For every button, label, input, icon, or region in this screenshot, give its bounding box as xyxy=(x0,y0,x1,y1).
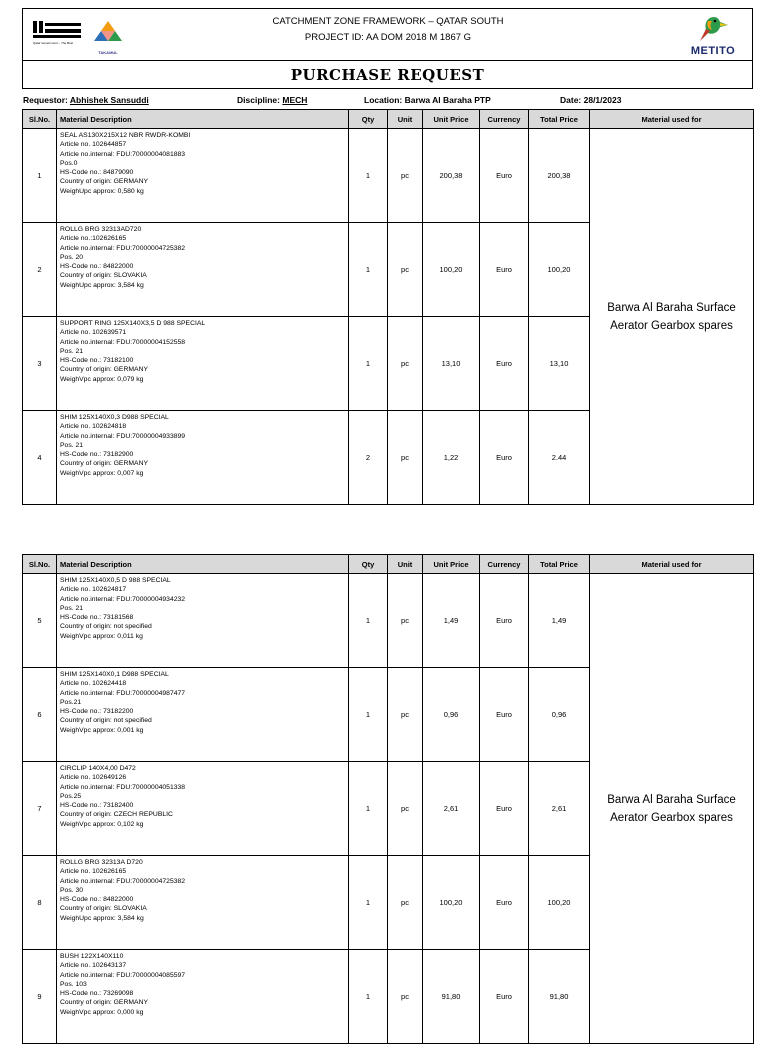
material-used-for-text: Barwa Al Baraha Surface Aerator Gearbox spares xyxy=(607,793,736,824)
description-line: Pos. 30 xyxy=(60,886,84,894)
col-total-price: Total Price xyxy=(529,555,590,574)
description-line: SHIM 125X140X0,3 D988 SPECIAL xyxy=(60,414,169,421)
sl-no-cell: 8 xyxy=(23,856,57,950)
description-line: Article no. 102624817 xyxy=(60,586,127,594)
description-line: Article no.internal: FDU:70000004933899 xyxy=(60,432,186,440)
currency-cell: Euro xyxy=(480,668,529,762)
currency-cell: Euro xyxy=(480,574,529,668)
col-qty: Qty xyxy=(349,555,388,574)
description-line: Country of origin: not specified xyxy=(60,717,152,725)
ashghal-logo xyxy=(33,19,85,55)
description-line: Article no.internal: FDU:70000004725382 xyxy=(60,877,186,885)
qty-cell: 1 xyxy=(349,574,388,668)
description-line: WeighUpc approx: 3,584 kg xyxy=(60,914,144,922)
unit-price-cell: 100,20 xyxy=(423,223,480,317)
description-line: Country of origin: GERMANY xyxy=(60,366,149,374)
total-price-cell: 0,96 xyxy=(529,668,590,762)
document-title: PURCHASE REQUEST xyxy=(290,66,485,84)
description-cell xyxy=(57,574,349,668)
col-sl-no: Sl.No. xyxy=(23,555,57,574)
description-line: Country of origin: GERMANY xyxy=(60,999,149,1007)
material-used-for-cell xyxy=(590,574,754,1044)
description-line: HS-Code no.: 73182900 xyxy=(60,451,134,459)
unit-price-cell: 1,49 xyxy=(423,574,480,668)
description-line: Country of origin: GERMANY xyxy=(60,460,149,468)
description-line: Pos. 21 xyxy=(60,441,84,449)
description-line: HS-Code no.: 73182400 xyxy=(60,802,134,810)
project-id: PROJECT ID: AA DOM 2018 M 1867 G xyxy=(304,32,472,43)
takamul-mark-icon xyxy=(91,19,125,47)
takamul-logo xyxy=(91,19,125,55)
header-center xyxy=(203,14,573,46)
description-line: HS-Code no.: 73181568 xyxy=(60,614,134,622)
description-line: Article no.internal: FDU:70000004725382 xyxy=(60,244,186,252)
col-material-description: Material Description xyxy=(57,110,349,129)
description-line: HS-Code no.: 73182100 xyxy=(60,357,134,365)
description-line: Pos. 103 xyxy=(60,980,87,988)
unit-cell: pc xyxy=(388,856,423,950)
description-line: Pos.25 xyxy=(60,792,82,800)
currency-cell: Euro xyxy=(480,762,529,856)
description-line: Article no. 102626165 xyxy=(60,868,127,876)
description-cell xyxy=(57,762,349,856)
description-line: HS-Code no.: 73269098 xyxy=(60,990,134,998)
sl-no-cell: 7 xyxy=(23,762,57,856)
unit-price-cell: 13,10 xyxy=(423,317,480,411)
total-price-cell: 100,20 xyxy=(529,223,590,317)
description-line: Country of origin: not specified xyxy=(60,623,152,631)
table-header-row xyxy=(23,555,754,574)
bird-icon xyxy=(684,13,742,45)
material-used-for-cell xyxy=(590,129,754,505)
description-line: Country of origin: SLOVAKIA xyxy=(60,905,147,913)
description-line: Article no.internal: FDU:70000004987477 xyxy=(60,689,186,697)
col-material-description: Material Description xyxy=(57,555,349,574)
description-line: Article no. 102624418 xyxy=(60,680,127,688)
col-material-used-for: Material used for xyxy=(590,555,754,574)
description-line: Article no.internal: FDU:70000004934232 xyxy=(60,595,186,603)
col-qty: Qty xyxy=(349,110,388,129)
qty-cell: 1 xyxy=(349,856,388,950)
description-line: Pos. 20 xyxy=(60,253,84,261)
requestor-label: Requestor: xyxy=(23,95,68,105)
description-line: SHIM 125X140X0,1 D988 SPECIAL xyxy=(60,671,169,678)
description-line: Article no. 102639571 xyxy=(60,329,127,337)
col-sl-no: Sl.No. xyxy=(23,110,57,129)
description-line: Article no.:102626165 xyxy=(60,235,127,243)
description-line: Country of origin: SLOVAKIA xyxy=(60,272,147,280)
qty-cell: 1 xyxy=(349,762,388,856)
description-line: Country of origin: GERMANY xyxy=(60,178,149,186)
page-header xyxy=(22,8,753,60)
unit-price-cell: 200,38 xyxy=(423,129,480,223)
sl-no-cell: 5 xyxy=(23,574,57,668)
description-line: Article no. 102624818 xyxy=(60,423,127,431)
metito-logo xyxy=(684,13,742,59)
col-unit-price: Unit Price xyxy=(423,110,480,129)
sl-no-cell: 2 xyxy=(23,223,57,317)
total-price-cell: 13,10 xyxy=(529,317,590,411)
currency-cell: Euro xyxy=(480,223,529,317)
description-line: WeighVpc approx: 0,001 kg xyxy=(60,726,144,734)
description-line: Article no. 102644857 xyxy=(60,141,127,149)
description-line: ROLLG BRG 32313A D720 xyxy=(60,859,143,866)
description-line: HS-Code no.: 84822000 xyxy=(60,263,134,271)
sl-no-cell: 3 xyxy=(23,317,57,411)
discipline-label: Discipline: xyxy=(237,95,280,105)
description-line: WeighVpc approx: 0,007 kg xyxy=(60,469,144,477)
items-table-2 xyxy=(22,554,754,1044)
qty-cell: 1 xyxy=(349,223,388,317)
description-line: HS-Code no.: 84822000 xyxy=(60,896,134,904)
sl-no-cell: 1 xyxy=(23,129,57,223)
sl-no-cell: 9 xyxy=(23,950,57,1044)
metito-wordmark: METITO xyxy=(690,45,736,57)
description-line: Pos.21 xyxy=(60,698,82,706)
total-price-cell: 1,49 xyxy=(529,574,590,668)
currency-cell: Euro xyxy=(480,317,529,411)
description-line: WeighVpc approx: 0,102 kg xyxy=(60,820,144,828)
description-line: WeighUpc approx: 3,584 kg xyxy=(60,281,144,289)
description-line: Country of origin: CZECH REPUBLIC xyxy=(60,811,173,819)
document-title-bar xyxy=(22,60,753,89)
requestor-value: Abhishek Sansuddi xyxy=(69,95,149,105)
description-line: HS-Code no.: 73182200 xyxy=(60,708,134,716)
description-line: Article no. 102643137 xyxy=(60,962,127,970)
unit-price-cell: 91,80 xyxy=(423,950,480,1044)
unit-price-cell: 0,96 xyxy=(423,668,480,762)
description-line: Article no.internal: FDU:70000004051338 xyxy=(60,783,186,791)
description-line: CIRCLIP 140X4,00 D472 xyxy=(60,765,136,772)
total-price-cell: 200,38 xyxy=(529,129,590,223)
total-price-cell: 91,80 xyxy=(529,950,590,1044)
description-cell xyxy=(57,668,349,762)
unit-cell: pc xyxy=(388,762,423,856)
total-price-cell: 100,20 xyxy=(529,856,590,950)
unit-cell: pc xyxy=(388,950,423,1044)
client-logos xyxy=(33,19,143,57)
description-cell xyxy=(57,411,349,505)
unit-cell: pc xyxy=(388,668,423,762)
takamul-name: TAKAMUL xyxy=(98,50,118,55)
description-line: Article no.internal: FDU:70000004152558 xyxy=(60,338,186,346)
framework-title: CATCHMENT ZONE FRAMEWORK – QATAR SOUTH xyxy=(272,16,504,27)
col-unit: Unit xyxy=(388,555,423,574)
qty-cell: 2 xyxy=(349,411,388,505)
description-line: Article no.internal: FDU:70000004085597 xyxy=(60,971,186,979)
table-row xyxy=(23,129,754,223)
unit-price-cell: 100,20 xyxy=(423,856,480,950)
description-cell xyxy=(57,856,349,950)
unit-price-cell: 2,61 xyxy=(423,762,480,856)
items-table-1 xyxy=(22,109,754,505)
description-line: Pos. 21 xyxy=(60,604,84,612)
qty-cell: 1 xyxy=(349,950,388,1044)
description-line: Pos. 21 xyxy=(60,347,84,355)
unit-cell: pc xyxy=(388,317,423,411)
sl-no-cell: 6 xyxy=(23,668,57,762)
col-unit-price: Unit Price xyxy=(423,555,480,574)
total-price-cell: 2,61 xyxy=(529,762,590,856)
description-line: SHIM 125X140X0,5 D 988 SPECIAL xyxy=(60,577,171,584)
currency-cell: Euro xyxy=(480,129,529,223)
description-line: HS-Code no.: 84879090 xyxy=(60,169,134,177)
unit-cell: pc xyxy=(388,574,423,668)
qty-cell: 1 xyxy=(349,129,388,223)
table-header-row xyxy=(23,110,754,129)
location-field: Location: Barwa Al Baraha PTP xyxy=(364,95,491,105)
unit-cell: pc xyxy=(388,411,423,505)
requestor-field xyxy=(23,95,149,105)
description-cell xyxy=(57,129,349,223)
description-line: WeighVpc approx: 0,079 kg xyxy=(60,375,144,383)
currency-cell: Euro xyxy=(480,856,529,950)
material-used-for-text: Barwa Al Baraha Surface Aerator Gearbox spares xyxy=(607,301,736,332)
total-price-cell: 2.44 xyxy=(529,411,590,505)
ashghal-tagline: Qatar Government – The Best xyxy=(33,41,74,45)
description-line: WeighVpc approx: 0,000 kg xyxy=(60,1008,144,1016)
description-cell xyxy=(57,950,349,1044)
col-unit: Unit xyxy=(388,110,423,129)
description-line: Article no. 102649126 xyxy=(60,774,127,782)
discipline-field xyxy=(237,95,307,105)
description-line: WeighVpc approx: 0,011 kg xyxy=(60,632,143,640)
description-line: SEAL AS130X215X12 NBR RWDR-KOMBI xyxy=(60,132,191,139)
request-info-row xyxy=(22,94,753,108)
sl-no-cell: 4 xyxy=(23,411,57,505)
qty-cell: 1 xyxy=(349,317,388,411)
currency-cell: Euro xyxy=(480,411,529,505)
currency-cell: Euro xyxy=(480,950,529,1044)
description-cell xyxy=(57,317,349,411)
description-cell xyxy=(57,223,349,317)
description-line: ROLLG BRG 32313AD720 xyxy=(60,226,142,233)
description-line: Pos.0 xyxy=(60,159,78,167)
description-line: SUPPORT RING 125X140X3,5 D 988 SPECIAL xyxy=(60,320,206,327)
unit-cell: pc xyxy=(388,223,423,317)
col-currency: Currency xyxy=(480,110,529,129)
description-line: BUSH 122X140X110 xyxy=(60,953,124,960)
qty-cell: 1 xyxy=(349,668,388,762)
unit-cell: pc xyxy=(388,129,423,223)
col-currency: Currency xyxy=(480,555,529,574)
col-total-price: Total Price xyxy=(529,110,590,129)
discipline-value: MECH xyxy=(282,95,308,105)
date-field: Date: 28/1/2023 xyxy=(560,95,622,105)
table-row xyxy=(23,574,754,668)
col-material-used-for: Material used for xyxy=(590,110,754,129)
unit-price-cell: 1,22 xyxy=(423,411,480,505)
description-line: WeighUpc approx: 0,580 kg xyxy=(60,187,144,195)
description-line: Article no.internal: FDU:70000004081883 xyxy=(60,150,186,158)
